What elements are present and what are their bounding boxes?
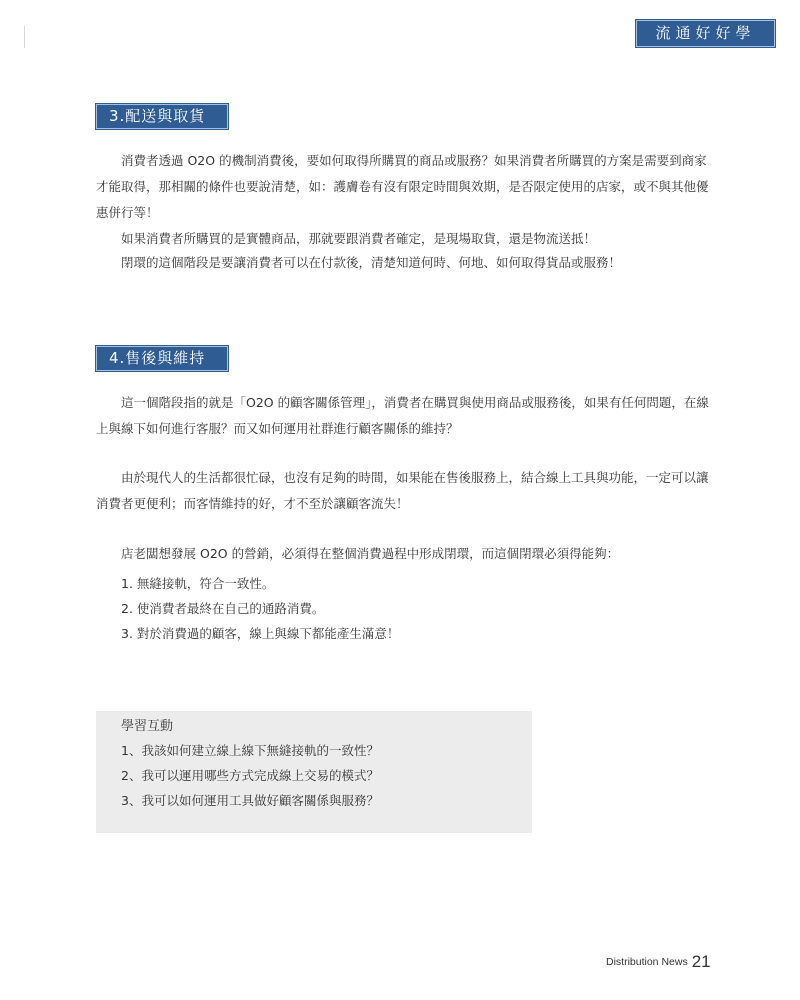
list-item: 3. 對於消費過的顧客，線上與線下都能產生滿意！ [121, 626, 400, 641]
learning-question: 3、我可以如何運用工具做好顧客關係與服務？ [121, 793, 379, 808]
learning-interaction-box [96, 711, 532, 833]
list-item: 2. 使消費者最終在自己的通路消費。 [121, 601, 325, 616]
list-item: 1. 無縫接軌，符合一致性。 [121, 576, 275, 591]
page-edge-mark [24, 26, 25, 48]
section-3-paragraph-3: 閉環的這個階段是要讓消費者可以在付款後，清楚知道何時、何地、如何取得貨品或服務！ [121, 255, 622, 270]
section-4-paragraph-1: 這一個階段指的就是「O2O 的顧客關係管理」，消費者在購買與使用商品或服務後，如果有任何問題，在線上與線下如何進行客服？而又如何運用社群進行顧客關係的維持？ [96, 395, 709, 436]
section-4-heading: 4.售後與維持 [96, 346, 228, 371]
learning-question: 1、我該如何建立線上線下無縫接軌的一致性？ [121, 743, 379, 758]
section-3-heading: 3.配送與取貨 [96, 104, 228, 129]
section-4-paragraph-3: 店老闆想發展 O2O 的營銷，必須得在整個消費過程中形成閉環，而這個閉環必須得能夠： [121, 546, 620, 561]
column-badge: 流通好好學 [636, 20, 775, 47]
page-footer [606, 952, 711, 972]
magazine-name: Distribution News [606, 956, 688, 968]
section-4-paragraph-2: 由於現代人的生活都很忙碌，也沒有足夠的時間，如果能在售後服務上，結合線上工具與功能，一定可以讓消費者更便利；而客情維持的好，才不至於讓顧客流失！ [96, 470, 709, 511]
learning-box-title: 學習互動 [121, 719, 174, 734]
section-3-paragraph-2: 如果消費者所購買的是實體商品，那就要跟消費者確定，是現場取貨，還是物流送抵！ [121, 231, 597, 246]
learning-question: 2、我可以運用哪些方式完成線上交易的模式？ [121, 768, 379, 783]
section-3-paragraph-1: 消費者透過 O2O 的機制消費後，要如何取得所購買的商品或服務？如果消費者所購買的方案是需要到商家才能取得，那相關的條件也要說清楚，如：護膚卷有沒有限定時間與效期，是否限定使用的店家，或不與其他優惠併行等！ [96, 153, 709, 220]
page-number: 21 [691, 952, 711, 971]
